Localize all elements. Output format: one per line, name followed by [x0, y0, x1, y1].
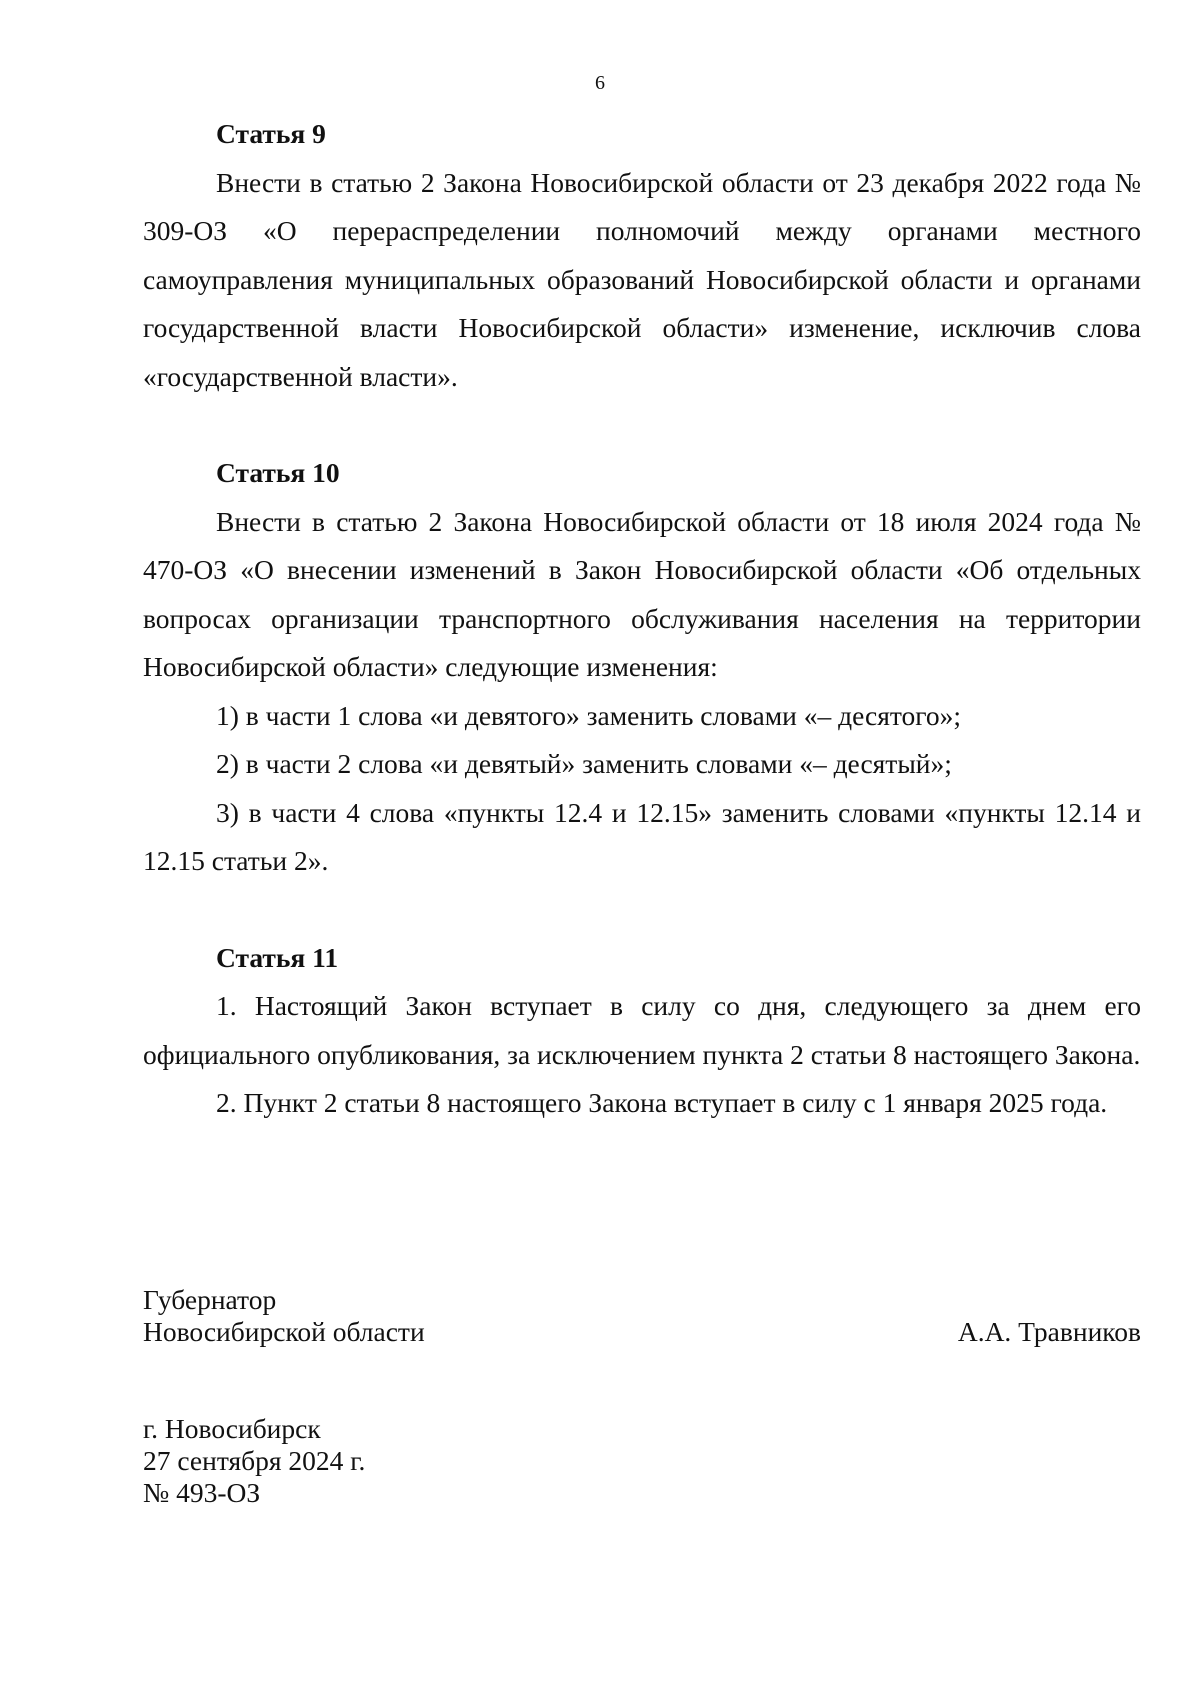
issuance-date: 27 сентября 2024 г. — [143, 1445, 366, 1476]
article-10-item-3: 3) в части 4 слова «пункты 12.4 и 12.15» заменить словами «пункты 12.14 и 12.15 статьи 2». — [143, 796, 1141, 876]
article-11-item-2: 2. Пункт 2 статьи 8 настоящего Закона вступает в силу с 1 января 2025 года. — [216, 1087, 1108, 1118]
article-11-heading: Статья 11 — [216, 941, 339, 973]
page-number: 6 — [595, 72, 605, 94]
law-number: № 493-ОЗ — [143, 1477, 261, 1508]
issuance-block — [143, 1413, 365, 1509]
article-9-text: Внести в статью 2 Закона Новосибирской области от 23 декабря 2022 года № 309-ОЗ «О перераспределении полномочий между органами местного самоуправления муниципальных образований Новосибирской области и органами государственной власти Новосибирской области» изменение, исключив слова «государственной власти». — [143, 166, 1141, 392]
issuance-city: г. Новосибирск — [143, 1413, 321, 1444]
section-spacer — [143, 886, 1141, 934]
signatory-name: А.А. Травников — [957, 1316, 1141, 1347]
article-9-heading: Статья 9 — [216, 118, 326, 149]
article-10-text: Внести в статью 2 Закона Новосибирской области от 18 июля 2024 года № 470-ОЗ «О внесении изменений в Закон Новосибирской области «Об отдельных вопросах организации транспортного обслуживания населения на территории Новосибирской области» следующие изменения: — [143, 505, 1141, 682]
article-10-heading: Статья 10 — [216, 457, 340, 488]
article-11-item-1: 1. Настоящий Закон вступает в силу со дня, следующего за днем его официального опубликования, за исключением пункта 2 статьи 8 настоящего Закона. — [143, 990, 1141, 1070]
section-spacer — [143, 401, 1141, 449]
article-10-item-2: 2) в части 2 слова «и девятый» заменить словами «– десятый»; — [216, 748, 952, 779]
signatory-title-line-2: Новосибирской области — [143, 1316, 425, 1347]
signature-block — [143, 1284, 1141, 1348]
signatory-title-line-1: Губернатор — [143, 1284, 277, 1315]
document-body — [143, 110, 1141, 1128]
article-10-item-1: 1) в части 1 слова «и девятого» заменить словами «– десятого»; — [216, 699, 961, 731]
